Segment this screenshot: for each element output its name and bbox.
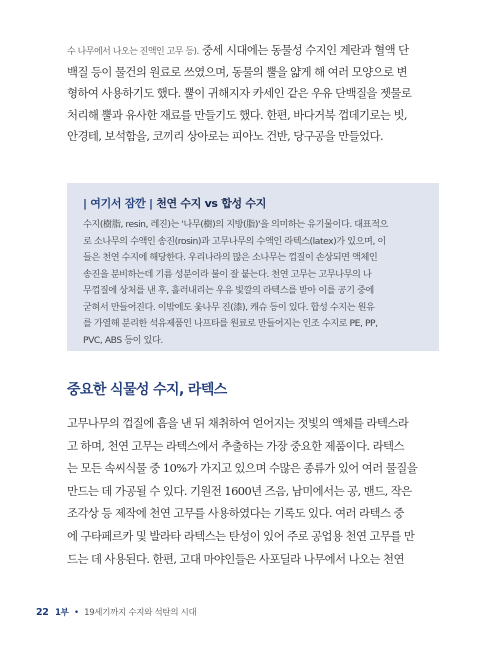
page-footer — [36, 606, 196, 618]
intro-line: 형하여 사용하기도 했다. 뿔이 귀해지자 카세인 같은 우유 단백질을 젯물로 — [67, 86, 412, 100]
footer-separator: • — [73, 608, 79, 618]
sidebar-box-line: 굳혀서 만들어진다. 이밖에도 옻나무 진(漆), 캐슈 등이 있다. 합성 수지는 원유 — [83, 301, 375, 313]
section-line: 만드는 데 가공될 수 있다. 기원전 1600년 즈음, 남미에서는 공, 밴드, 작은 — [67, 483, 412, 498]
sidebar-box-line: 수지(樹脂, resin, 레진)는 '나무(樹)의 지방(脂)'을 의미하는 유기물이다. 대표적으 — [83, 219, 388, 230]
section-line: 드는 데 사용된다. 한편, 고대 마야인들은 사포딜라 나무에서 나오는 천연 — [67, 551, 404, 566]
intro-line: 안경테, 보석함을, 코끼리 상아로는 피아노 건반, 당구공을 만들었다. — [67, 129, 384, 143]
section-heading: 중요한 식물성 수지, 라텍스 — [67, 382, 227, 398]
sidebar-box-line: 들은 천연 수지에 해당한다. 우리나라의 많은 소나무는 껍질이 손상되면 액체인 — [83, 252, 378, 263]
intro-line-text: 중세 시대에는 동물성 수지인 계란과 혈액 단 — [198, 43, 409, 57]
footer-chapter-title: 19세기까지 수지와 석탄의 시대 — [84, 608, 197, 618]
section-line: 고무나무의 껍질에 흠을 낸 뒤 채취하여 얻어지는 젓빛의 액체를 라텍스라 — [67, 416, 409, 430]
section-line: 에 구타페르카 및 발라타 라텍스는 탄성이 있어 주로 공업용 천연 고무를 만 — [67, 528, 415, 543]
section-line: 조각상 등 제작에 천연 고무를 사용하였다는 기록도 있다. 여러 라텍스 중 — [67, 506, 404, 521]
sidebar-box-line: 를 가열해 분리한 석유제품인 나프타를 원료로 만들어지는 인조 수지로 PE, PP, — [83, 318, 378, 329]
sidebar-box-line: 송진을 분비하는데 기름 성분이라 불이 잘 붙는다. 천연 고무는 고무나무의 나 — [83, 268, 372, 280]
title-bar-mark: | — [148, 197, 153, 210]
page-number: 22 — [36, 607, 49, 618]
intro-footnote-text: 수 나무에서 나오는 진액인 고무 등). — [67, 47, 199, 57]
intro-paragraph — [67, 40, 439, 148]
sidebar-box-body — [83, 217, 425, 349]
sidebar-box-label: 여기서 잠깐 — [90, 197, 146, 210]
sidebar-box-line: 로 소나무의 수액인 송진(rosin)과 고무나무의 수액인 라텍스(latex)가 있으며, 이 — [83, 235, 386, 247]
sidebar-box-heading: 천연 수지 vs 합성 수지 — [156, 197, 267, 210]
section-line: 고 하며, 천연 고무는 라텍스에서 추출하는 가장 중요한 제품이다. 라텍스 — [67, 438, 404, 453]
intro-line: 백질 등이 물건의 원료로 쓰였으며, 동물의 뿔을 얇게 해 여러 모양으로 변 — [67, 64, 407, 79]
sidebar-box-title — [83, 195, 425, 211]
intro-line — [67, 40, 439, 62]
footer-part: 1부 — [55, 608, 69, 618]
sidebar-box — [67, 183, 439, 351]
intro-line: 처리해 뿔과 유사한 재료를 만들기도 했다. 한편, 바다거북 껍데기로는 빗, — [67, 107, 407, 122]
title-bar-mark: | — [83, 197, 87, 210]
section-line: 는 모든 속씨식물 중 10%가 가지고 있으며 수많은 종류가 있어 여러 물질을 — [67, 461, 418, 476]
sidebar-box-line: 무껍질에 상처를 낸 후, 흘러내리는 우유 빛깔의 라텍스를 받아 이를 공기 중에 — [83, 285, 374, 296]
section-paragraph — [67, 412, 439, 570]
sidebar-box-line: PVC, ABS 등이 있다. — [83, 334, 163, 346]
